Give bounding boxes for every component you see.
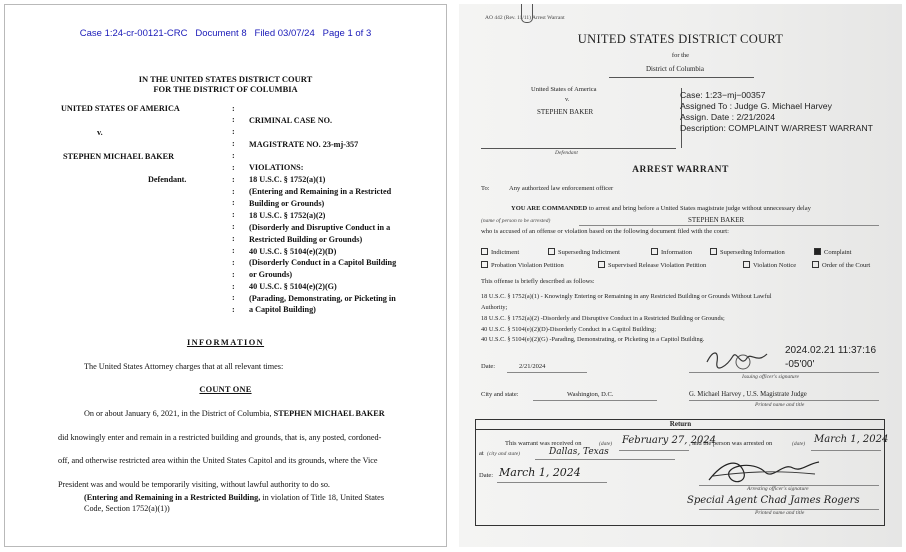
offense-line: Authority; bbox=[481, 304, 508, 311]
violations-line: 18 U.S.C. § 1752(a)(2) bbox=[249, 211, 326, 220]
city-underline bbox=[533, 400, 657, 401]
warrant-court-title: UNITED STATES DISTRICT COURT bbox=[577, 32, 784, 46]
date-underline bbox=[507, 372, 587, 373]
description-stamp: Description: COMPLAINT W/ARREST WARRANT bbox=[680, 123, 873, 133]
city-value: Washington, D.C. bbox=[567, 391, 614, 398]
judge-underline bbox=[689, 400, 879, 401]
arrest-city-underline bbox=[535, 459, 675, 460]
checkbox-probation-violation: Probation Violation Petition bbox=[481, 261, 564, 269]
form-id: AO 442 (Rev. 11/11) Arrest Warrant bbox=[485, 15, 565, 21]
violations-line: or Grounds) bbox=[249, 270, 293, 279]
binder-clip-mark bbox=[521, 4, 533, 23]
city-state-caption: (city and state) bbox=[487, 451, 520, 457]
violations-line: 40 U.S.C. § 5104(e)(2)(D) bbox=[249, 247, 337, 256]
closing-citation-line2: Code, Section 1752(a)(1)) bbox=[84, 504, 170, 513]
plaintiff: United States of America bbox=[531, 86, 597, 93]
issue-date-value: 2/21/2024 bbox=[519, 363, 546, 370]
issue-date-label: Date: bbox=[481, 363, 496, 370]
district-name: District of Columbia bbox=[646, 65, 704, 73]
ecf-header: Case 1:24-cr-00121-CRC Document 8 Filed 03/07/24 Page 1 of 3 bbox=[79, 28, 372, 39]
checkbox-complaint: Complaint bbox=[814, 248, 851, 256]
offense-line: 18 U.S.C. § 1752(a)(1) - Knowingly Entering or Remaining in any Restricted Building or Grounds Without Lawful bbox=[481, 293, 772, 300]
arrestee-underline bbox=[579, 225, 879, 226]
information-heading: INFORMATION bbox=[186, 338, 265, 347]
caption-underline bbox=[481, 148, 676, 149]
violations-line: 40 U.S.C. § 5104(e)(2)(G) bbox=[249, 282, 337, 291]
checkbox-supervised-release: Supervised Release Violation Petition bbox=[598, 261, 706, 269]
arrest-warrant-title: ARREST WARRANT bbox=[632, 165, 729, 175]
arrest-date-underline bbox=[811, 450, 881, 451]
signature-timezone: -05'00' bbox=[785, 359, 815, 370]
closing-citation-line1: (Entering and Remaining in a Restricted Building, in violation of Title 18, United States bbox=[84, 493, 385, 502]
received-date-handwritten: February 27, 2024 bbox=[622, 435, 717, 446]
agent-printed-caption: Printed name and title bbox=[755, 510, 805, 516]
printed-name-caption: Printed name and title bbox=[755, 402, 805, 408]
assign-date-stamp: Assign. Date : 2/21/2024 bbox=[680, 112, 776, 122]
defendant-name-bold: STEPHEN MICHAEL BAKER bbox=[273, 409, 385, 418]
violations-line: 18 U.S.C. § 1752(a)(1) bbox=[249, 175, 326, 184]
court-title-line2: FOR THE DISTRICT OF COLUMBIA bbox=[153, 84, 298, 94]
offense-line: 18 U.S.C. § 1752(a)(2) -Disorderly and Disruptive Conduct in a Restricted Building or Grounds; bbox=[481, 315, 725, 322]
intro-paragraph: The United States Attorney charges that at all relevant times: bbox=[84, 362, 284, 371]
arrestee-name: STEPHEN BAKER bbox=[688, 216, 745, 224]
to-label: To: bbox=[481, 185, 490, 192]
city-label: City and state: bbox=[481, 391, 519, 398]
issuing-officer-caption: Issuing officer's signature bbox=[742, 374, 799, 380]
offense-line: 40 U.S.C. § 5104(e)(2)(G) -Parading, Demonstrating, or Picketing in a Capitol Building. bbox=[481, 336, 705, 343]
offense-line: 40 U.S.C. § 5104(e)(2)(D)-Disorderly Conduct in a Capitol Building; bbox=[481, 326, 657, 333]
return-date-label: Date: bbox=[479, 472, 494, 479]
court-title-line1: IN THE UNITED STATES DISTRICT COURT bbox=[138, 74, 313, 84]
violations-line: VIOLATIONS: bbox=[249, 163, 304, 172]
received-text: This warrant was received on bbox=[505, 440, 582, 447]
arrest-date-handwritten: March 1, 2024 bbox=[814, 434, 889, 445]
count-paragraph-line3: off, and otherwise restricted area within the United States Capitol and its grounds, where the Vice bbox=[58, 456, 378, 465]
checkbox-information: Information bbox=[651, 248, 692, 256]
accused-line: who is accused of an offense or violation based on the following document filed with the court: bbox=[481, 228, 729, 235]
violations-line: a Capitol Building) bbox=[249, 305, 316, 314]
defendant-caption: Defendant bbox=[555, 150, 578, 156]
violations-line: (Disorderly and Disruptive Conduct in a bbox=[249, 223, 391, 232]
information-document-page: Case 1:24-cr-00121-CRC Document 8 Filed 03/07/24 Page 1 of 3 IN THE UNITED STATES DISTRICT COURT FOR THE DISTRICT OF COLUMBIA UNITED STATES OF AMERICA v. STEPHEN MICHAEL BAKER Defendant. : : : : : : : : : : : : : : : : : : CRIMINAL CASE NO. MAGISTRATE NO. 23-mj-357 VIOLATIONS: 18 U.S.C. § 1752(a)(1) (Entering and Remaining in a Restricted Building or Grounds) 18 U.S.C. § 1752(a)(2) (Disorderly and Disruptive Conduct in a Restricted Building or Grounds) 40 U.S.C. § 5104(e)(2)(D) (Disorderly Conduct in a Capitol Building or Grounds) 40 U.S.C. § 5104(e)(2)(G) (Parading, Demonstrating, or Picketing in a Capitol Building) INFORMATION The United States Attorney charges that at all relevant times: COUNT ONE On or about January 6, 2021, in the District of Columbia, STEPHEN MICHAEL BAKER did knowingly enter and remain in a restricted building and grounds, that is, any posted, cordoned- off, and otherwise restricted area within the United States Capitol and its grounds, where the Vice President was and would be temporarily visiting, without lawful authority to do so. (Entering and Remaining in a Restricted Building, in violation of Title 18, United States Code, Section 1752(a)(1)) bbox=[4, 4, 447, 547]
versus: v. bbox=[97, 128, 103, 137]
name-caption: (name of person to be arrested) bbox=[481, 218, 551, 224]
violations-line: (Disorderly Conduct in a Capitol Building bbox=[249, 258, 397, 267]
count-paragraph-line1: On or about January 6, 2021, in the District of Columbia, STEPHEN MICHAEL BAKER bbox=[84, 409, 385, 418]
arrested-text: , and the person was arrested on bbox=[689, 440, 773, 447]
warrant-defendant: STEPHEN BAKER bbox=[537, 108, 594, 116]
count-paragraph-line4: President was and would be temporarily visiting, without lawful authority to do so. bbox=[58, 480, 330, 489]
checkbox-indictment: Indictment bbox=[481, 248, 519, 256]
party-defendant: STEPHEN MICHAEL BAKER bbox=[63, 152, 175, 161]
judge-signature-icon bbox=[703, 344, 773, 374]
to-text: Any authorized law enforcement officer bbox=[509, 185, 614, 192]
signature-underline bbox=[689, 372, 879, 373]
return-date-underline bbox=[497, 482, 607, 483]
magistrate-judge-name: G. Michael Harvey , U.S. Magistrate Judge bbox=[689, 391, 807, 398]
violations-line: (Parading, Demonstrating, or Picketing in bbox=[249, 294, 396, 303]
return-date-handwritten: March 1, 2024 bbox=[499, 466, 581, 479]
versus: v. bbox=[565, 96, 570, 103]
arrest-city-handwritten: Dallas, Texas bbox=[549, 447, 609, 457]
arresting-officer-caption: Arresting officer's signature bbox=[747, 486, 809, 492]
defendant-label: Defendant. bbox=[148, 175, 187, 184]
count-paragraph-line2: did knowingly enter and remain in a restricted building and grounds, that is, any posted, cordoned- bbox=[58, 433, 382, 442]
violations-line: (Entering and Remaining in a Restricted bbox=[249, 187, 392, 196]
case-number-stamp: Case: 1:23−mj−00357 bbox=[680, 90, 766, 100]
at-label: at bbox=[479, 450, 484, 457]
violations-line: Restricted Building or Grounds) bbox=[249, 235, 363, 244]
checkbox-order-of-court: Order of the Court bbox=[812, 261, 870, 269]
for-the: for the bbox=[671, 52, 690, 59]
signature-timestamp: 2024.02.21 11:37:16 bbox=[785, 345, 877, 356]
count-one-heading: COUNT ONE bbox=[199, 385, 252, 394]
checkbox-superseding-information: Superseding Information bbox=[710, 248, 785, 256]
party-plaintiff: UNITED STATES OF AMERICA bbox=[61, 104, 180, 113]
arrest-date-caption: (date) bbox=[792, 441, 806, 447]
arresting-officer-signature-icon bbox=[703, 454, 823, 488]
checkbox-violation-notice: Violation Notice bbox=[743, 261, 796, 269]
date-caption: (date) bbox=[599, 441, 613, 447]
checkbox-superseding-indictment: Superseding Indictment bbox=[548, 248, 620, 256]
commanded-line: YOU ARE COMMANDED to arrest and bring before a United States magistrate judge without unnecessary delay bbox=[511, 205, 811, 212]
received-underline bbox=[619, 450, 689, 451]
assigned-judge-stamp: Assigned To : Judge G. Michael Harvey bbox=[680, 101, 832, 111]
magistrate-number: MAGISTRATE NO. 23-mj-357 bbox=[249, 140, 359, 149]
district-underline bbox=[609, 77, 754, 78]
violations-line: Building or Grounds) bbox=[249, 199, 325, 208]
criminal-case-label: CRIMINAL CASE NO. bbox=[249, 116, 333, 125]
agent-name-handwritten: Special Agent Chad James Rogers bbox=[687, 495, 860, 506]
return-title: Return bbox=[669, 420, 692, 428]
offense-intro: This offense is briefly described as follows: bbox=[481, 278, 595, 285]
arrest-warrant-page bbox=[459, 4, 902, 547]
